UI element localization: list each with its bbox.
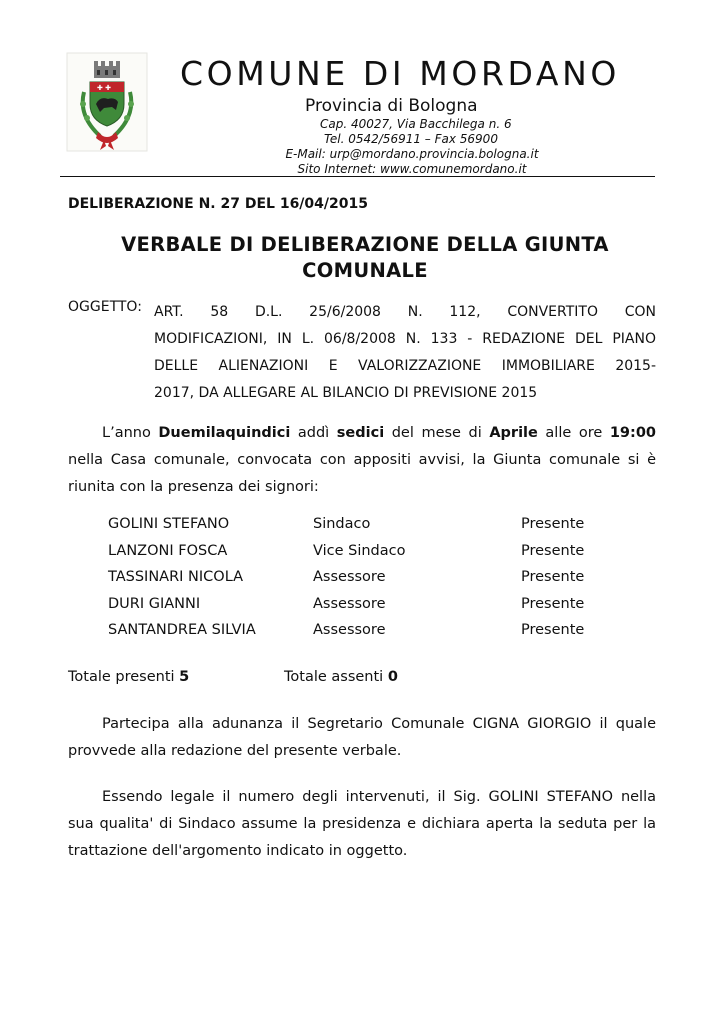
member-name: LANZONI FOSCA bbox=[108, 542, 228, 559]
secretary-paragraph bbox=[68, 711, 656, 765]
present-label: Totale presenti bbox=[68, 669, 180, 685]
list-item bbox=[108, 543, 628, 570]
member-status: Presente bbox=[521, 542, 585, 559]
present-count: 5 bbox=[179, 669, 190, 685]
email-line: E-Mail: urp@mordano.provincia.bologna.it bbox=[285, 147, 539, 161]
secretary-line-1: Partecipa alla adunanza il Segretario Comunale CIGNA GIORGIO il quale bbox=[102, 716, 656, 732]
member-role: Assessore bbox=[313, 569, 386, 585]
day-text: sedici bbox=[336, 425, 385, 441]
header-divider bbox=[60, 176, 655, 177]
member-name: GOLINI STEFANO bbox=[108, 516, 230, 532]
province-name: Provincia di Bologna bbox=[305, 96, 478, 116]
svg-text:✚ ✚: ✚ ✚ bbox=[97, 84, 111, 92]
member-name: TASSINARI NICOLA bbox=[108, 569, 244, 585]
intro-line-3: riunita con la presenza dei signori: bbox=[68, 479, 319, 495]
presidency-line-1: Essendo legale il numero degli intervenuti, il Sig. GOLINI STEFANO nella bbox=[102, 789, 656, 805]
deliberation-number: DELIBERAZIONE N. 27 DEL 16/04/2015 bbox=[68, 196, 368, 212]
subject-line: ART. 58 D.L. 25/6/2008 N. 112, CONVERTITO CON bbox=[154, 304, 656, 320]
session-intro-paragraph bbox=[68, 420, 656, 501]
subject-text bbox=[154, 299, 656, 407]
website-line: Sito Internet: www.comunemordano.it bbox=[297, 162, 527, 176]
subject-label: OGGETTO: bbox=[68, 299, 142, 315]
attendance-list bbox=[108, 516, 628, 649]
member-status: Presente bbox=[521, 516, 585, 532]
year-text: Duemilaquindici bbox=[158, 425, 291, 441]
member-status: Presente bbox=[521, 622, 585, 638]
presidency-paragraph bbox=[68, 784, 656, 865]
subject-line: 2017, DA ALLEGARE AL BILANCIO DI PREVISIONE 2015 bbox=[154, 385, 538, 401]
crest-icon bbox=[66, 52, 148, 152]
member-status: Presente bbox=[521, 569, 585, 585]
title-line-2: COMUNALE bbox=[302, 259, 428, 282]
absent-label: Totale assenti bbox=[284, 669, 388, 685]
member-role: Vice Sindaco bbox=[313, 542, 406, 559]
member-role: Assessore bbox=[313, 622, 386, 638]
absent-count: 0 bbox=[387, 669, 398, 685]
secretary-line-2: provvede alla redazione del presente verbale. bbox=[68, 743, 402, 759]
subject-line: MODIFICAZIONI, IN L. 06/8/2008 N. 133 - REDAZIONE DEL PIANO bbox=[154, 331, 656, 347]
list-item bbox=[108, 516, 628, 543]
list-item bbox=[108, 596, 628, 623]
attendance-totals bbox=[68, 669, 398, 685]
absent-total bbox=[284, 669, 398, 685]
presidency-line-3: trattazione dell'argomento indicato in oggetto. bbox=[68, 843, 408, 859]
member-role: Sindaco bbox=[313, 516, 371, 532]
member-role: Assessore bbox=[313, 595, 386, 612]
list-item bbox=[108, 569, 628, 596]
member-status: Presente bbox=[521, 595, 585, 612]
title-line-1: VERBALE DI DELIBERAZIONE DELLA GIUNTA bbox=[121, 233, 609, 256]
member-name: SANTANDREA SILVIA bbox=[108, 622, 256, 638]
presidency-line-2: sua qualita' di Sindaco assume la presidenza e dichiara aperta la seduta per la bbox=[68, 816, 656, 832]
subject-line: DELLE ALIENAZIONI E VALORIZZAZIONE IMMOBILIARE 2015- bbox=[154, 358, 656, 374]
municipality-name: COMUNE DI MORDANO bbox=[180, 54, 620, 93]
list-item bbox=[108, 622, 628, 649]
document-title bbox=[70, 232, 660, 284]
time-text: 19:00 bbox=[609, 425, 656, 441]
intro-line-2: nella Casa comunale, convocata con appositi avvisi, la Giunta comunale si è bbox=[68, 452, 656, 468]
month-text: Aprile bbox=[489, 425, 538, 441]
municipal-crest-logo bbox=[66, 52, 148, 152]
phone-line: Tel. 0542/56911 – Fax 56900 bbox=[324, 132, 498, 146]
member-name: DURI GIANNI bbox=[108, 595, 201, 612]
address-line: Cap. 40027, Via Bacchilega n. 6 bbox=[320, 117, 512, 131]
intro-line-1: L’anno Duemilaquindici addì sedici del mese di Aprile alle ore 19:00 bbox=[102, 425, 656, 441]
